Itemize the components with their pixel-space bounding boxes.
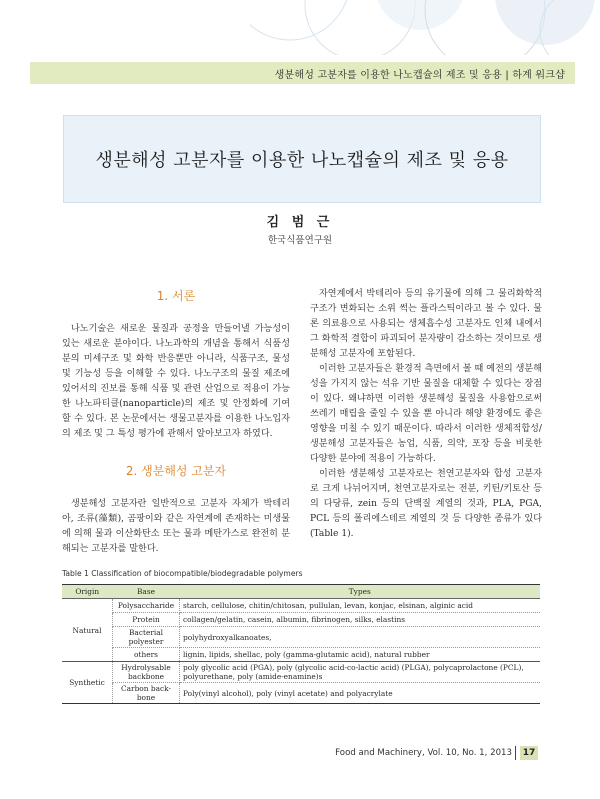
- types-cell: polyhydroxyalkanoates,: [180, 627, 541, 648]
- table-row: [62, 627, 540, 648]
- running-title: 생분해성 고분자를 이용한 나노캡슐의 제조 및 응용 | 하계 워크샵: [274, 69, 565, 81]
- decorative-circles: [250, 0, 600, 55]
- paragraph-biodegradable: 생분해성 고분자란 일반적으로 고분자 자체가 박테리아, 조류(藻類), 곰팡이와 같은 자연계에 존재하는 미생물에 의해 물과 이산화탄소 또는 물과 메탄가스로 완전히 분해되는 고분자를 말한다.: [62, 499, 290, 554]
- origin-synthetic: Synthetic: [62, 662, 113, 704]
- journal-citation: Food and Machinery, Vol. 10, No. 1, 2013: [335, 748, 512, 758]
- table-row: [62, 683, 540, 704]
- running-header: [30, 62, 575, 84]
- base-cell: Bacterial polyester: [113, 627, 180, 648]
- paragraph-introduction: 나노기술은 새로운 물질과 공정을 만들어낼 가능성이 있는 새로운 분야이다. 나노과학의 개념을 통해서 식품성분의 미세구조 및 화학 반응뿐만 아니라, 식품구조, 물성 및 기능성 등을 이해할 수 있다. 나노구조의 물질 제조에 있어서의 진보를 통해 식품 및 관련 산업으로 적용이 가능한 나노파티클(nanoparticle)의 제조 및 안정화에 기여할 수 있다. 본 논문에서는 생물고분자를 이용한 나노입자의 제조 및 그 특성 평가에 관해서 알아보고자 하였다.: [62, 324, 290, 439]
- page-number: 17: [520, 746, 538, 760]
- section-heading-introduction: 1. 서론: [156, 289, 196, 303]
- origin-natural: Natural: [62, 599, 113, 662]
- table-row: [62, 648, 540, 662]
- paragraph-right-1: 자연계에서 박테리아 등의 유기물에 의해 그 물리화학적 구조가 변화되는 소위 썩는 플라스틱이라고 볼 수 있다. 물론 의료용으로 사용되는 생체흡수성 고분자도 인체 내에서 그 화학적 결합이 파괴되어 분자량이 감소하는 것이므로 생분해성 고분자에 포함된다.: [310, 289, 542, 359]
- header-types: Types: [180, 585, 541, 599]
- right-column: [310, 287, 542, 542]
- table-caption: Table 1 Classification of biocompatible/biodegradable polymers: [62, 569, 303, 578]
- base-cell: Protein: [113, 613, 180, 627]
- left-column: [62, 287, 290, 557]
- header-base: Base: [113, 585, 180, 599]
- types-cell: poly glycolic acid (PGA), poly (glycolic acid-co-lactic acid) (PLGA), polycaprolactone (PCL), polyurethane, poly (amide-enamine)s: [180, 662, 541, 683]
- paragraph-right-3: 이러한 생분해성 고분자로는 천연고분자와 합성 고분자로 크게 나뉘어지며, 천연고분자로는 전분, 키틴/키토산 등의 다당류, zein 등의 단백질 계열의 것과, PLA, PGA, PCL 등의 폴리에스테르 계열의 것 등 다양한 종류가 있다 (Table 1).: [310, 469, 542, 539]
- base-cell: others: [113, 648, 180, 662]
- types-cell: lignin, lipids, shellac, poly (gamma-glutamic acid), natural rubber: [180, 648, 541, 662]
- table-row: [62, 613, 540, 627]
- types-cell: Poly(vinyl alcohol), poly (vinyl acetate) and polyacrylate: [180, 683, 541, 704]
- types-cell: starch, cellulose, chitin/chitosan, pullulan, levan, konjac, elsinan, alginic acid: [180, 599, 541, 613]
- types-cell: collagen/gelatin, casein, albumin, fibrinogen, silks, elastins: [180, 613, 541, 627]
- paragraph-right-2: 이러한 고분자들은 환경적 측면에서 볼 때 예전의 생분해성을 가지지 않는 석유 기반 물질을 대체할 수 있다는 장점이 있다. 왜냐하면 이러한 생분해성 물질을 사용함으로써 쓰레기 매립을 줄일 수 있을 뿐 아니라 해양 환경에도 좋은 영향을 미칠 수 있기 때문이다. 따라서 이러한 생체적합성/생분해성 고분자들은 농업, 식품, 의약, 포장 등을 비롯한 다양한 분야에 적용이 가능하다.: [310, 364, 542, 464]
- author: 김 범 근: [266, 215, 334, 230]
- article-title: 생분해성 고분자를 이용한 나노캡슐의 제조 및 응용: [95, 150, 509, 171]
- header-origin: Origin: [62, 585, 113, 599]
- title-box: [63, 115, 541, 203]
- page-footer: [0, 746, 600, 762]
- table-header-row: [62, 585, 540, 599]
- section-heading-biodegradable: 2. 생분해성 고분자: [125, 464, 227, 478]
- base-cell: Hydrolysable backbone: [113, 662, 180, 683]
- affiliation: 한국식품연구원: [267, 235, 333, 246]
- base-cell: Polysaccharide: [113, 599, 180, 613]
- footer-divider: [515, 746, 516, 760]
- base-cell: Carbon back-bone: [113, 683, 180, 704]
- polymer-table: [62, 584, 540, 704]
- table-row: [62, 662, 540, 683]
- table-row: [62, 599, 540, 613]
